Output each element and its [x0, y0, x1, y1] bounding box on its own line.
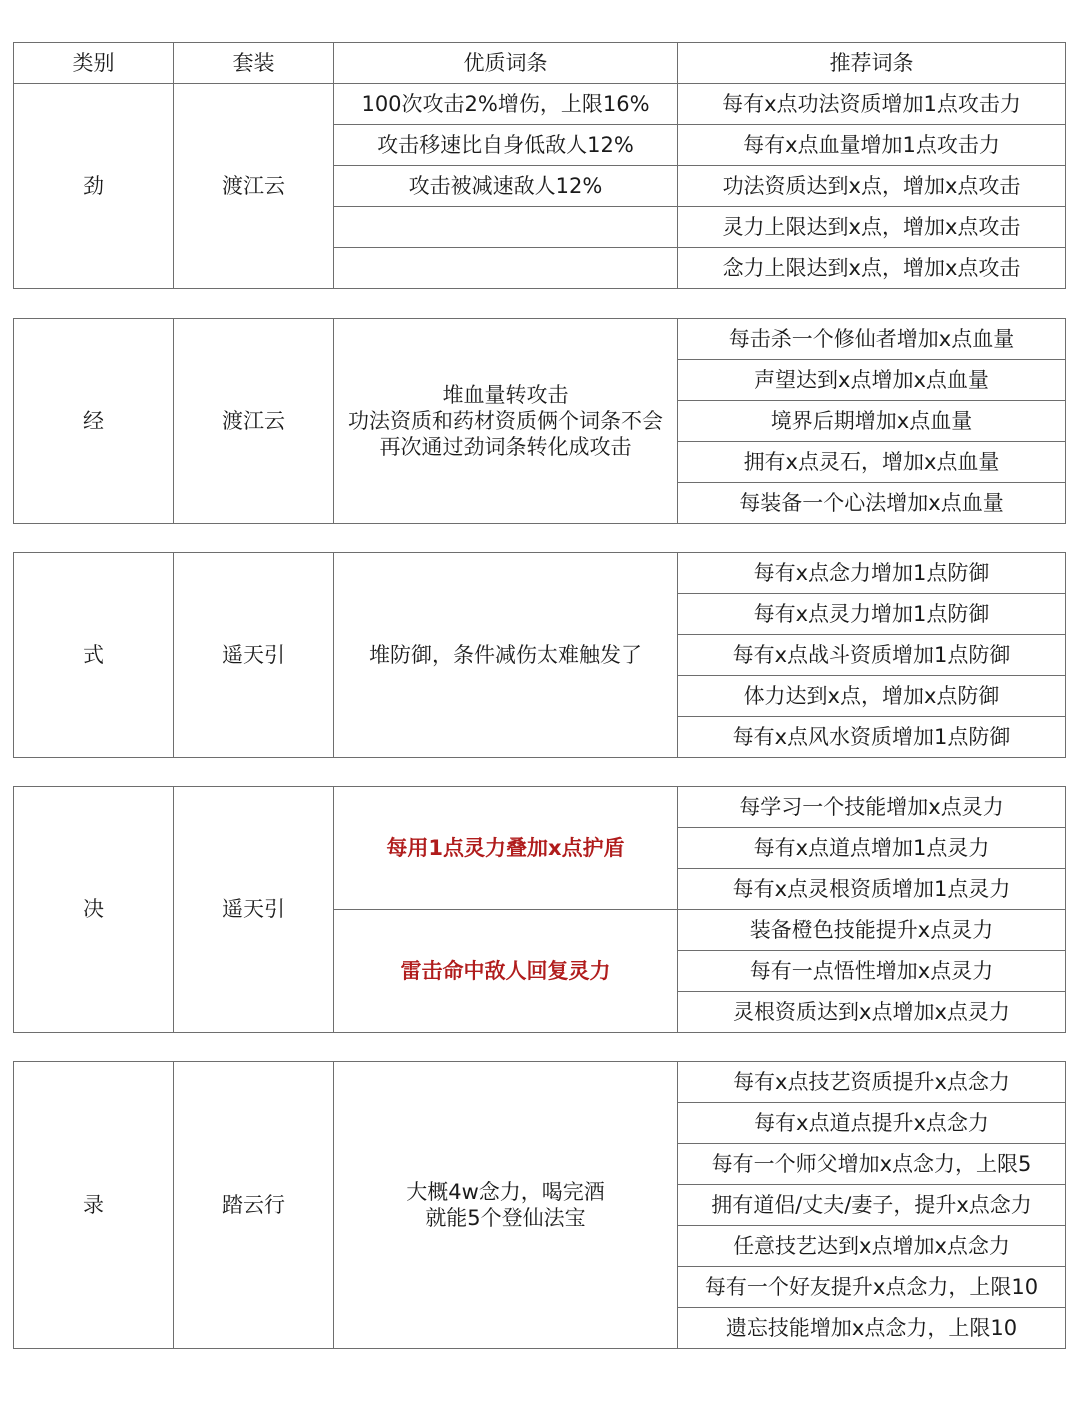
table-row	[14, 319, 1066, 360]
recommended-cell: 每有x点风水资质增加1点防御	[678, 717, 1066, 758]
recommended-cell: 每有x点技艺资质提升x点念力	[678, 1062, 1066, 1103]
quality-cell	[334, 207, 678, 248]
set-cell: 遥天引	[174, 553, 334, 758]
table-block-jin	[13, 42, 1066, 289]
set-cell: 渡江云	[174, 84, 334, 289]
category-cell: 经	[14, 319, 174, 524]
recommended-cell: 声望达到x点增加x点血量	[678, 360, 1066, 401]
quality-cell: 堆防御，条件减伤太难触发了	[334, 553, 678, 758]
recommended-cell: 每有x点念力增加1点防御	[678, 553, 1066, 594]
recommended-cell: 每击杀一个修仙者增加x点血量	[678, 319, 1066, 360]
set-cell: 踏云行	[174, 1062, 334, 1349]
recommended-cell: 每有x点灵力增加1点防御	[678, 594, 1066, 635]
set-cell: 遥天引	[174, 787, 334, 1033]
recommended-cell: 任意技艺达到x点增加x点念力	[678, 1226, 1066, 1267]
table-block-jing	[13, 318, 1066, 524]
recommended-cell: 每有x点功法资质增加1点攻击力	[678, 84, 1066, 125]
recommended-cell: 装备橙色技能提升x点灵力	[678, 910, 1066, 951]
set-cell: 渡江云	[174, 319, 334, 524]
table-row	[14, 1062, 1066, 1103]
header-category: 类别	[14, 43, 174, 84]
category-cell: 式	[14, 553, 174, 758]
recommended-cell: 每有x点道点增加1点灵力	[678, 828, 1066, 869]
quality-line: 堆血量转攻击	[442, 383, 569, 407]
header-quality: 优质词条	[334, 43, 678, 84]
recommended-cell: 念力上限达到x点，增加x点攻击	[678, 248, 1066, 289]
quality-cell-highlight: 雷击命中敌人回复灵力	[334, 910, 678, 1033]
recommended-cell: 灵根资质达到x点增加x点灵力	[678, 992, 1066, 1033]
table-block-jue	[13, 786, 1066, 1033]
recommended-cell: 每有x点灵根资质增加1点灵力	[678, 869, 1066, 910]
recommended-cell: 每有一个好友提升x点念力，上限10	[678, 1267, 1066, 1308]
category-cell: 劲	[14, 84, 174, 289]
category-cell: 决	[14, 787, 174, 1033]
quality-cell: 攻击被减速敌人12%	[334, 166, 678, 207]
recommended-cell: 体力达到x点，增加x点防御	[678, 676, 1066, 717]
table-row	[14, 787, 1066, 828]
recommended-cell: 每学习一个技能增加x点灵力	[678, 787, 1066, 828]
recommended-cell: 每装备一个心法增加x点血量	[678, 483, 1066, 524]
header-set: 套装	[174, 43, 334, 84]
header-recommended: 推荐词条	[678, 43, 1066, 84]
header-row	[14, 43, 1066, 84]
quality-line: 功法资质和药材资质俩个词条不会再次通过劲词条转化成攻击	[348, 409, 663, 459]
quality-cell	[334, 248, 678, 289]
quality-cell: 100次攻击2%增伤，上限16%	[334, 84, 678, 125]
quality-line: 大概4w念力，喝完酒	[406, 1180, 605, 1204]
recommended-cell: 灵力上限达到x点，增加x点攻击	[678, 207, 1066, 248]
category-cell: 录	[14, 1062, 174, 1349]
recommended-cell: 拥有x点灵石，增加x点血量	[678, 442, 1066, 483]
quality-cell: 攻击移速比自身低敌人12%	[334, 125, 678, 166]
quality-cell	[334, 319, 678, 524]
recommended-cell: 遗忘技能增加x点念力，上限10	[678, 1308, 1066, 1349]
recommended-cell: 每有x点道点提升x点念力	[678, 1103, 1066, 1144]
quality-cell	[334, 1062, 678, 1349]
quality-cell-highlight: 每用1点灵力叠加x点护盾	[334, 787, 678, 910]
recommended-cell: 每有一点悟性增加x点灵力	[678, 951, 1066, 992]
recommended-cell: 每有x点血量增加1点攻击力	[678, 125, 1066, 166]
table-block-lu	[13, 1061, 1066, 1349]
recommended-cell: 拥有道侣/丈夫/妻子，提升x点念力	[678, 1185, 1066, 1226]
table-block-shi	[13, 552, 1066, 758]
table-row	[14, 553, 1066, 594]
recommended-cell: 每有一个师父增加x点念力，上限5	[678, 1144, 1066, 1185]
recommended-cell: 功法资质达到x点，增加x点攻击	[678, 166, 1066, 207]
recommended-cell: 境界后期增加x点血量	[678, 401, 1066, 442]
table-row	[14, 84, 1066, 125]
quality-line: 就能5个登仙法宝	[425, 1206, 586, 1230]
recommended-cell: 每有x点战斗资质增加1点防御	[678, 635, 1066, 676]
